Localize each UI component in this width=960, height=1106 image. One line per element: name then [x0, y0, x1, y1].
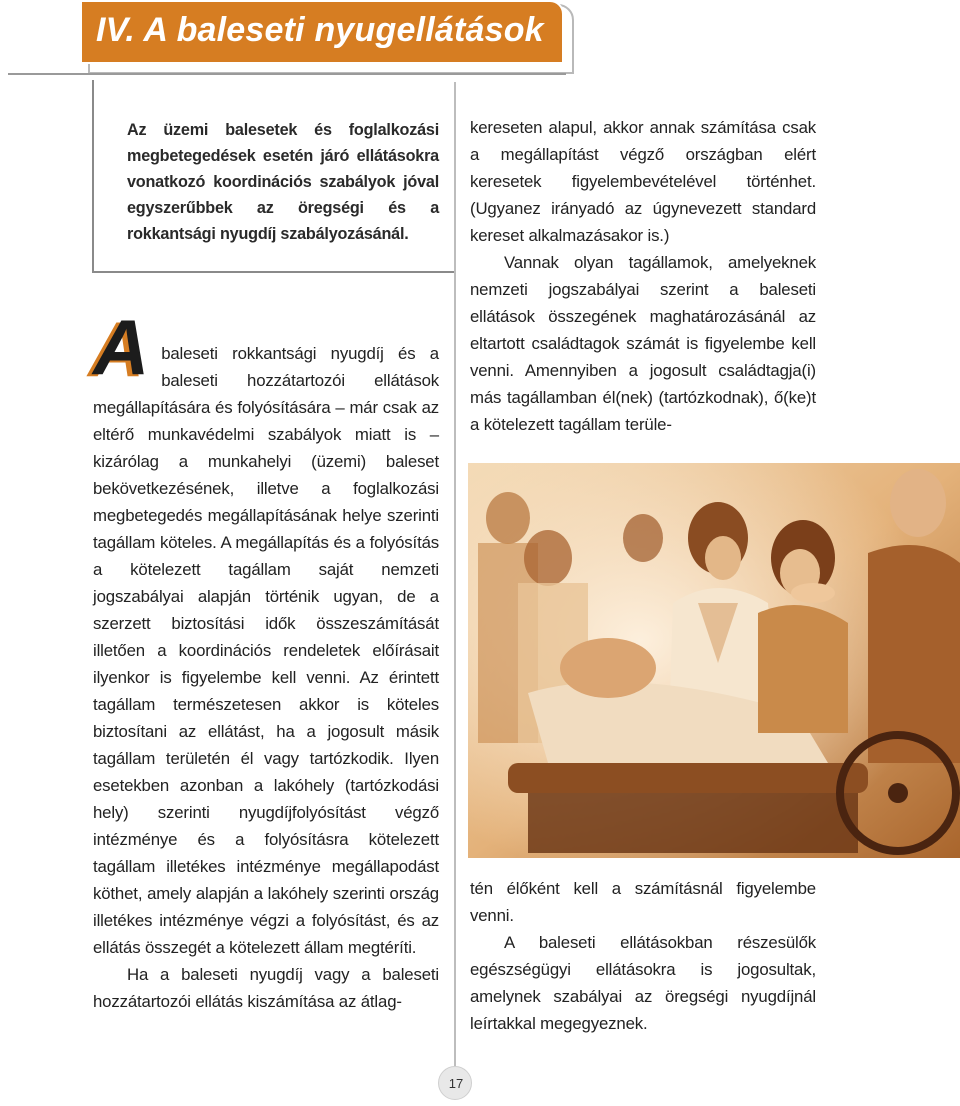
left-paragraph-2: Ha a baleseti nyugdíj vagy a baleseti hozzátartozói ellátás kiszámítása az átlag-: [93, 965, 439, 1011]
lead-paragraph: Az üzemi balesetek és foglalkozási megbetegedések esetén járó ellátásokra vonatkozó koordinációs szabályok jóval egyszerűbbek az öregségi és a rokkantsági nyugdíj szabályozásánál.: [127, 121, 439, 243]
right-column-top: [470, 114, 816, 438]
lead-box-left-rule: [92, 80, 94, 272]
right-paragraph-3: tén élőként kell a számításnál figyelembe venni.: [470, 879, 816, 925]
right-paragraph-1: kereseten alapul, akkor annak számítása csak a megállapítást végző országban elért keresetek figyelembevételével történhet. (Ugyanez irányadó az úgynevezett standard kereset alkalmazásakor is.): [470, 118, 816, 245]
column-divider: [454, 82, 456, 1066]
right-paragraph-4: A baleseti ellátásokban részesülők egészségügyi ellátásokra is jogosultak, amelynek szabályai az öregségi nyugdíjnál leírtakkal megegyeznek.: [470, 933, 816, 1033]
left-paragraph-1: [93, 303, 439, 961]
lead-box-bottom-rule: [92, 271, 454, 273]
chapter-title: IV. A baleseti nyugellátások: [96, 11, 544, 49]
header-rule: [8, 73, 566, 75]
right-column-bottom: [470, 875, 816, 1037]
emergency-care-photo: [468, 463, 960, 858]
left-paragraph-1-text: baleseti rokkantsági nyugdíj és a baleseti hozzátartozói ellátások megállapítására és folyósítására – már csak az eltérő munkavédelmi szabályok miatt is – kizárólag a munkahelyi (üzemi) baleset bekövetkezésének, illetve a foglalkozási megbetegedés megállapításának helye szerinti tagállam köteles. A megállapítás és a folyósítás a kötelezett tagállam saját nemzeti jogszabályai alapján történik ugyan, de a szerzett biztosítási idők összeszámítását illetően a koordinációs rendeletek előírásait ilyenkor is figyelembe kell venni. Az érintett tagállam természetesen akkor is köteles biztosítani az ellátást, ha a jogosult másik tagállam területén él vagy tartózkodik. Ilyen esetekben azonban a lakóhely (tartózkodási hely) szerinti nyugdíjfolyósítást végző intézménye és a folyósításra kötelezett tagállam illetékes intézménye megállapodást köthet, amely alapján a lakóhely szerinti ország illetékes intézménye végzi a folyósítást, és az ellátás összegét a kötelezett állam megtéríti.: [93, 344, 439, 957]
title-banner: [80, 0, 564, 64]
drop-cap: A: [93, 303, 150, 391]
page-number-badge: [438, 1066, 472, 1100]
left-column: [93, 303, 439, 1015]
right-paragraph-2: Vannak olyan tagállamok, amelyeknek nemzeti jogszabályai szerint a baleseti ellátások összegének maghatározásánál az eltartott családtagok számát is figyelembe kell venni. Amennyiben a jogosult családtagja(i) más tagállamban él(nek) (tartózkodnak), ő(ke)t a kötelezett tagállam terüle-: [470, 253, 816, 434]
page-number: 17: [448, 1076, 464, 1091]
